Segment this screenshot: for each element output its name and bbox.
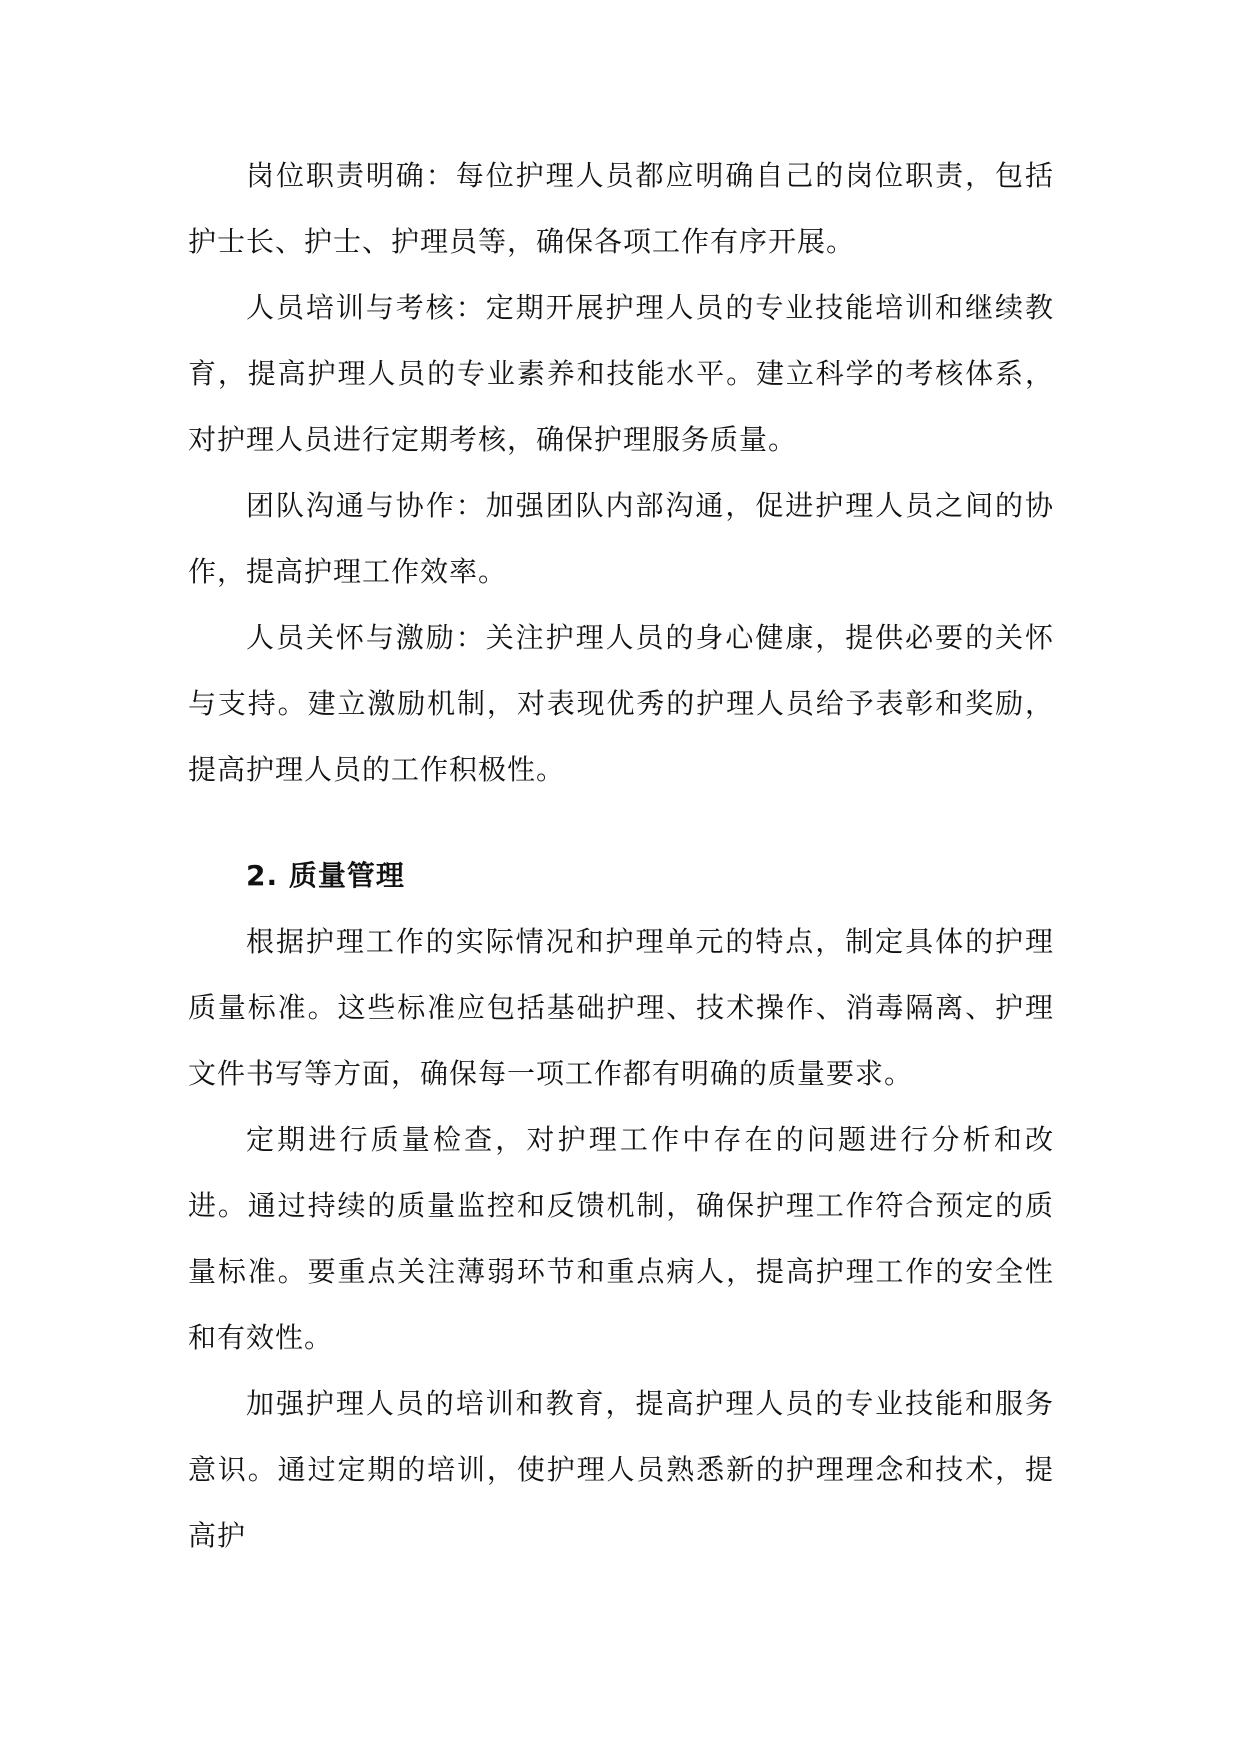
- paragraph-job-responsibilities: 岗位职责明确：每位护理人员都应明确自己的岗位职责，包括护士长、护士、护理员等，确保各项工作有序开展。: [188, 159, 1054, 258]
- document-body: [188, 143, 1054, 1569]
- paragraph-staff-care-incentive: 人员关怀与激励：关注护理人员的身心健康，提供必要的关怀与支持。建立激励机制，对表现优秀的护理人员给予表彰和奖励，提高护理人员的工作积极性。: [188, 621, 1054, 786]
- paragraph-training-assessment: 人员培训与考核：定期开展护理人员的专业技能培训和继续教育，提高护理人员的专业素养和技能水平。建立科学的考核体系，对护理人员进行定期考核，确保护理服务质量。: [188, 291, 1054, 456]
- paragraph-quality-standards: 根据护理工作的实际情况和护理单元的特点，制定具体的护理质量标准。这些标准应包括基础护理、技术操作、消毒隔离、护理文件书写等方面，确保每一项工作都有明确的质量要求。: [188, 925, 1054, 1090]
- section-heading-quality-management: 2. 质量管理: [246, 859, 405, 892]
- paragraph-quality-inspection: 定期进行质量检查，对护理工作中存在的问题进行分析和改进。通过持续的质量监控和反馈机制，确保护理工作符合预定的质量标准。要重点关注薄弱环节和重点病人，提高护理工作的安全性和有效性。: [188, 1123, 1054, 1354]
- paragraph-training-education: 加强护理人员的培训和教育，提高护理人员的专业技能和服务意识。通过定期的培训，使护理人员熟悉新的护理理念和技术，提高护: [188, 1387, 1054, 1552]
- paragraph-team-communication: 团队沟通与协作：加强团队内部沟通，促进护理人员之间的协作，提高护理工作效率。: [188, 489, 1054, 588]
